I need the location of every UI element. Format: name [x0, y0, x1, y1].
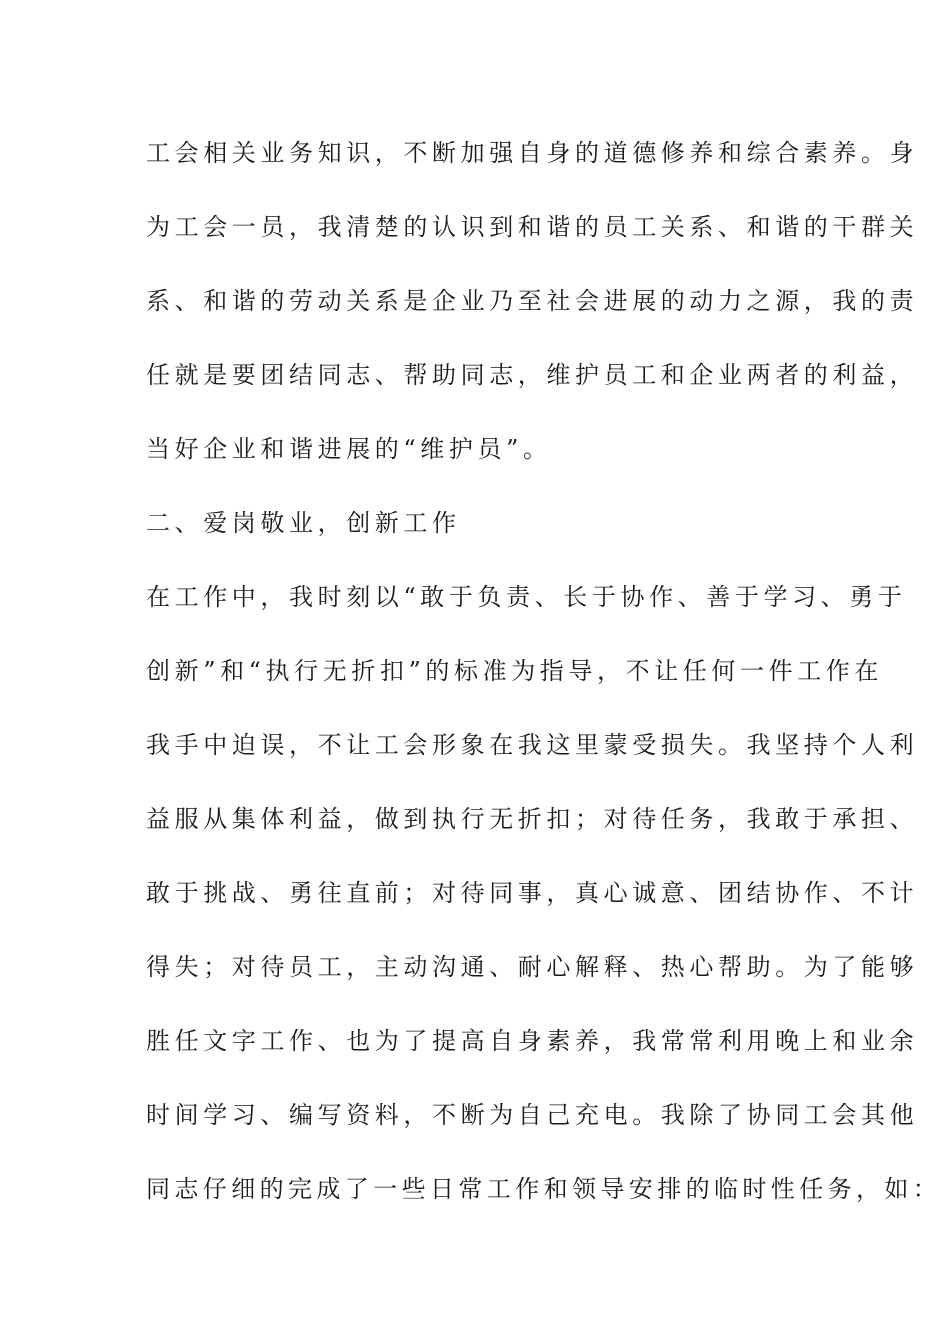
paragraph-line: 敢于挑战、勇往直前；对待同事，真心诚意、团结协作、不计 [146, 879, 919, 907]
paragraph-line: 工会相关业务知识，不断加强自身的道德修养和综合素养。身 [146, 139, 919, 167]
paragraph-line: 当好企业和谐进展的“维护员”。 [146, 435, 552, 463]
paragraph-line: 任就是要团结同志、帮助同志，维护员工和企业两者的利益， [146, 361, 919, 389]
paragraph-line: 益服从集体利益，做到执行无折扣；对待任务，我敢于承担、 [146, 805, 919, 833]
paragraph-line: 得失；对待员工，主动沟通、耐心解释、热心帮助。为了能够 [146, 953, 919, 981]
paragraph-line: 胜任文字工作、也为了提高自身素养，我常常利用晚上和业余 [146, 1027, 919, 1055]
section-heading: 二、爱岗敬业，创新工作 [146, 509, 461, 537]
paragraph-line: 在工作中，我时刻以“敢于负责、长于协作、善于学习、勇于 [146, 583, 907, 611]
paragraph-line: 为工会一员，我清楚的认识到和谐的员工关系、和谐的干群关 [146, 213, 919, 241]
paragraph-line: 创新”和“执行无折扣”的标准为指导，不让任何一件工作在 [146, 657, 884, 685]
paragraph-line: 时间学习、编写资料，不断为自己充电。我除了协同工会其他 [146, 1101, 919, 1129]
paragraph-line: 同志仔细的完成了一些日常工作和领导安排的临时性任务，如： [146, 1175, 942, 1203]
paragraph-line: 系、和谐的劳动关系是企业乃至社会进展的动力之源，我的责 [146, 287, 919, 315]
paragraph-line: 我手中迫误，不让工会形象在我这里蒙受损失。我坚持个人利 [146, 731, 919, 759]
